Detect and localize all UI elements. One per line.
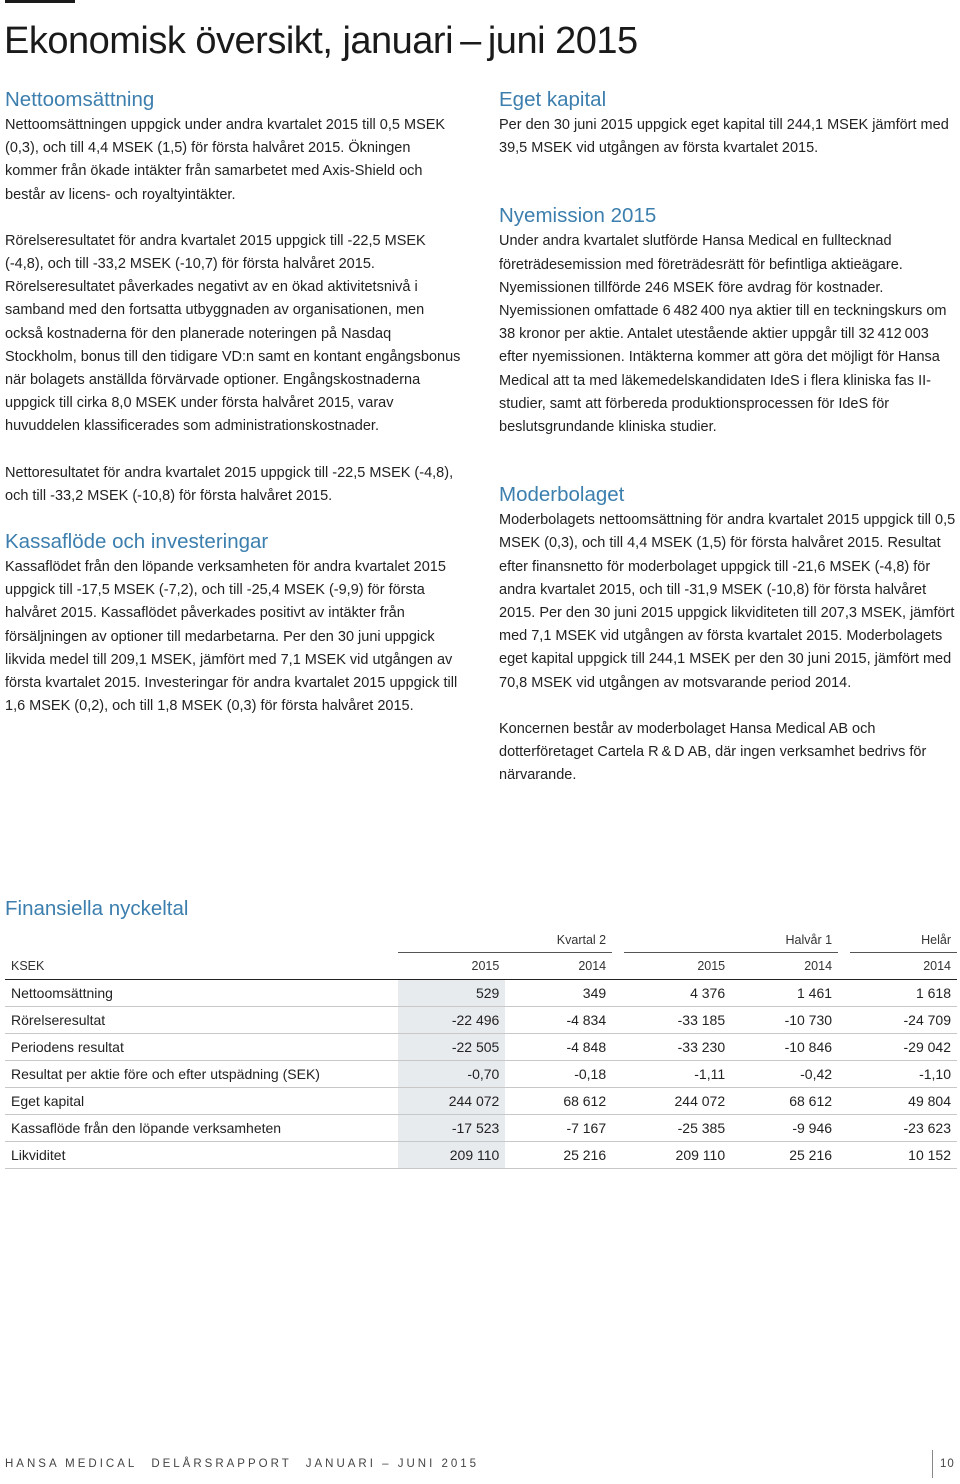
value-cell: -33 185 [624,1007,731,1034]
gap-cell [612,1142,624,1169]
row-label: Nettoomsättning [5,980,398,1007]
value-cell: 25 216 [505,1142,612,1169]
paragraph: Kassaflödet från den löpande verksamheten för andra kvartalet 2015 uppgick till -17,5 MSEK (-7,2), och till -25,4 MSEK (-9,9) för första halvåret 2015. Kassaflödet påverkades positivt av intäkter från försäljningen av optioner till medarbetarna. Per den 30 juni uppgick likvida medel till 209,1 MSEK, jämfört med 7,1 MSEK vid utgången av första kvartalet 2015. Investeringar för andra kvartalet 2015 uppgick till 1,6 MSEK (0,2), och till 1,8 MSEK (0,3) för första halvåret 2015. [5,559,458,715]
gap-cell [612,980,624,1007]
value-cell: 349 [505,980,612,1007]
section-heading: Moderbolaget [499,483,625,507]
gap-cell [838,1088,850,1115]
gap-cell [612,1061,624,1088]
table-row [5,980,957,1007]
value-cell: -17 523 [398,1115,505,1142]
footer-divider [932,1450,933,1478]
row-label: Eget kapital [5,1088,398,1115]
row-label: Periodens resultat [5,1034,398,1061]
gap-cell [838,980,850,1007]
gap-cell [612,953,624,980]
year-header: 2014 [505,953,612,980]
gap-cell [838,1142,850,1169]
value-cell: 209 110 [624,1142,731,1169]
value-cell: -24 709 [850,1007,957,1034]
value-cell: -10 846 [731,1034,838,1061]
value-cell: -22 496 [398,1007,505,1034]
footer [5,1458,479,1470]
year-header: 2014 [731,953,838,980]
value-cell: -0,70 [398,1061,505,1088]
group-header-helar: Helår [850,928,957,953]
year-header: 2015 [624,953,731,980]
value-cell: -1,11 [624,1061,731,1088]
gap-cell [612,1115,624,1142]
table-corner-cell [5,928,398,953]
gap-cell [612,928,624,953]
value-cell: 4 376 [624,980,731,1007]
value-cell: 68 612 [731,1088,838,1115]
paragraph: Under andra kvartalet slutförde Hansa Medical en fulltecknad företrädesemission med företrädesrätt för befintliga aktieägare. Nyemissionen tillförde 246 MSEK före avdrag för kostnader. Nyemissionen omfattade 6 482 400 nya aktier till en teckningskurs om 38 kronor per aktie. Antalet utestående aktier uppgår till 32 412 003 efter nyemissionen. Intäkterna kommer att göra det möjligt för Hansa Medical att ta med läkemedelskandidaten IdeS i flera kliniska fas II-studier, samt att förbereda produktionsprocessen för IdeS för beslutsgrundande kliniska studier. [499,233,947,436]
gap-cell [838,1115,850,1142]
group-header-halvar: Halvår 1 [624,928,838,953]
table-heading: Finansiella nyckeltal [5,897,189,920]
footer-period: JANUARI – JUNI 2015 [305,1458,480,1470]
paragraph: Koncernen består av moderbolaget Hansa Medical AB och dotterföretaget Cartela R & D AB, där ingen verksamhet bedrivs för närvarande. [499,720,927,784]
row-label: Resultat per aktie före och efter utspädning (SEK) [5,1061,398,1088]
left-column [5,88,463,740]
footer-report: DELÅRSRAPPORT [151,1458,292,1470]
section-heading: Nettoomsättning [5,88,155,111]
value-cell: -10 730 [731,1007,838,1034]
gap-cell [612,1034,624,1061]
gap-cell [612,1007,624,1034]
table-row [5,1142,957,1169]
gap-cell [838,1061,850,1088]
year-header: 2015 [398,953,505,980]
section-heading: Kassaflöde och investeringar [5,530,269,554]
value-cell: -22 505 [398,1034,505,1061]
year-header: 2014 [850,953,957,980]
section-heading: Eget kapital [499,88,607,111]
paragraph: Nettoomsättningen uppgick under andra kvartalet 2015 till 0,5 MSEK (0,3), och till 4,4 MSEK (1,5) för första halvåret 2015. Ökningen kommer från ökade intäkter från samarbetet med Axis-Shield och består av licens- och royaltyintäkter. [5,117,446,203]
financial-key-figures-table [5,928,957,1169]
value-cell: -9 946 [731,1115,838,1142]
value-cell: 244 072 [398,1088,505,1115]
value-cell: -29 042 [850,1034,957,1061]
value-cell: -25 385 [624,1115,731,1142]
value-cell: 1 618 [850,980,957,1007]
gap-cell [838,928,850,953]
section-eget-kapital [499,88,957,160]
section-nettoomsattning [5,88,463,508]
table-group-header-row [5,928,957,953]
paragraph: Rörelseresultatet för andra kvartalet 2015 uppgick till -22,5 MSEK (-4,8), och till -33,2 MSEK (-10,7) för första halvåret 2015. Rörelseresultatet påverkades negativt av en ökad aktivitetsnivå i samband med den fortsatta utbyggnaden av organisationen, men också kostnaderna för den planerade noteringen på Nasdaq Stockholm, bonus till den tidigare VD:n samt en kontant engångsbonus när bolagets anställda förvärvade optioner. Engångskostnaderna uppgick till cirka 8,0 MSEK under första halvåret 2015, varav huvuddelen klassificerades som administrationskostnader. [5,232,461,435]
unit-label: KSEK [5,953,398,980]
page-number: 10 [940,1458,955,1470]
gap-cell [612,1088,624,1115]
top-rule [5,0,75,3]
section-heading: Nyemission 2015 [499,204,657,228]
table-row [5,1088,957,1115]
page-title: Ekonomisk översikt, januari – juni 2015 [4,20,638,62]
gap-cell [838,1034,850,1061]
row-label: Kassaflöde från den löpande verksamheten [5,1115,398,1142]
table-row [5,1007,957,1034]
value-cell: -0,18 [505,1061,612,1088]
right-column [499,88,957,809]
section-nyemission [499,204,957,439]
table-row [5,1034,957,1061]
section-kassaflode [5,530,463,718]
table-row [5,1061,957,1088]
gap-cell [838,953,850,980]
paragraph: Nettoresultatet för andra kvartalet 2015 uppgick till -22,5 MSEK (-4,8), och till -33,2 MSEK (-10,8) för första halvåret 2015. [5,464,454,504]
paragraph: Moderbolagets nettoomsättning för andra kvartalet 2015 uppgick till 0,5 MSEK (0,3), och till 4,4 MSEK (1,5) för första halvåret 2015. Resultat efter finansnetto för moderbolaget uppgick till -21,6 MSEK (-4,8) för andra kvartalet 2015, och till -31,9 MSEK (-10,8) för första halvåret 2015. Per den 30 juni 2015 uppgick likviditeten till 207,3 MSEK, jämfört med 7,1 MSEK vid utgången av första kvartalet 2015. Moderbolagets eget kapital uppgick till 244,1 MSEK per den 30 juni 2015, jämfört med 70,8 MSEK vid utgången av motsvarande period 2014. [499,512,956,691]
value-cell: -1,10 [850,1061,957,1088]
value-cell: -33 230 [624,1034,731,1061]
value-cell: 1 461 [731,980,838,1007]
value-cell: 25 216 [731,1142,838,1169]
row-label: Likviditet [5,1142,398,1169]
value-cell: -23 623 [850,1115,957,1142]
value-cell: 529 [398,980,505,1007]
paragraph: Per den 30 juni 2015 uppgick eget kapital till 244,1 MSEK jämfört med 39,5 MSEK vid utgången av första kvartalet 2015. [499,117,949,157]
gap-cell [838,1007,850,1034]
value-cell: 49 804 [850,1088,957,1115]
table-row [5,1115,957,1142]
value-cell: 10 152 [850,1142,957,1169]
value-cell: -4 834 [505,1007,612,1034]
value-cell: -0,42 [731,1061,838,1088]
group-header-kvartal: Kvartal 2 [398,928,612,953]
value-cell: -7 167 [505,1115,612,1142]
value-cell: 209 110 [398,1142,505,1169]
footer-company: HANSA MEDICAL [5,1458,138,1470]
value-cell: 68 612 [505,1088,612,1115]
value-cell: -4 848 [505,1034,612,1061]
section-moderbolaget [499,483,957,787]
value-cell: 244 072 [624,1088,731,1115]
row-label: Rörelseresultat [5,1007,398,1034]
table-year-header-row [5,953,957,980]
